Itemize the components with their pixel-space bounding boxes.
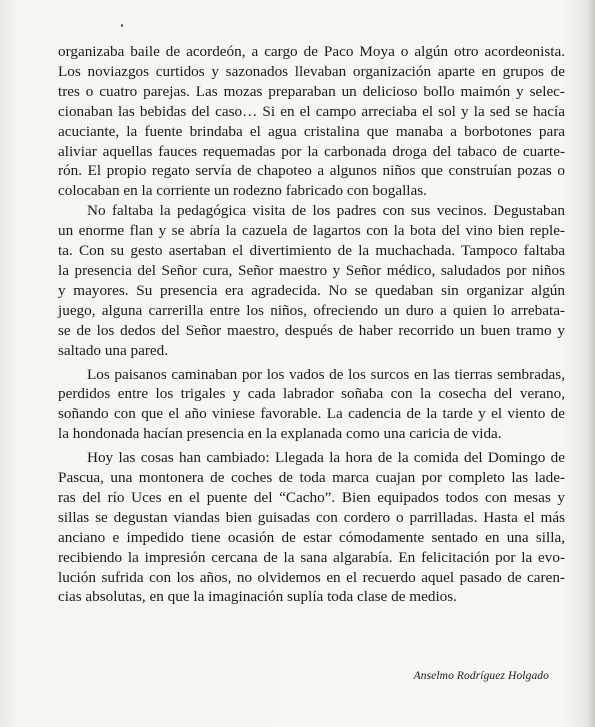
text-line: Hoy las cosas han cambiado: Llegada la hora de la comida del Domingo de — [87, 449, 565, 467]
text-line: la hondonada hacían presencia en la explanada como una caricia de vida. — [58, 425, 502, 443]
print-speck — [121, 24, 123, 27]
text-line: sillas se degustan viandas bien guisadas con cordero o parrilladas. Hasta el más — [58, 508, 565, 526]
text-line: acuciante, la fuente brindaba el agua cristalina que manaba a borbotones para — [58, 122, 565, 140]
text-line: perdidos entre los trigales y cada labrador soñaba con la cosecha del verano, — [58, 385, 565, 403]
text-line: lución sufrida con los años, no olvidemos en el recuerdo aquel pasado de caren- — [58, 568, 565, 586]
text-line: organizaba baile de acordeón, a cargo de Paco Moya o algún otro acordeonista. — [58, 43, 565, 60]
text-line: y mayores. Su presencia era agradecida. No se quedaban sin organizar algún — [58, 281, 565, 299]
text-line: Pascua, una montonera de coches de toda marca cuajan por completo las lade- — [58, 469, 565, 487]
text-line: tres o cuatro parejas. Las mozas preparaban un delicioso bollo maimón y selec- — [58, 82, 565, 100]
text-line: Los paisanos caminaban por los vados de los surcos en las tierras sembradas, — [87, 365, 565, 383]
paragraph-4 — [58, 448, 565, 607]
text-line: No faltaba la pedagógica visita de los padres con sus vecinos. Degustaban — [87, 202, 565, 220]
page-edge-shadow — [587, 0, 595, 727]
text-line: soñando con que el año viniese favorable. La cadencia de la tarde y el viento de — [58, 405, 565, 423]
text-line: colocaban en la corriente un rodezno fabricado con bogallas. — [58, 182, 427, 200]
text-line: saltado una pared. — [58, 341, 169, 359]
text-line: anciano e impedido tiene ocasión de estar cómodamente sentado en una silla, — [58, 528, 565, 546]
text-line: Los noviazgos curtidos y sazonados llevaban organización aparte en grupos de — [58, 62, 565, 80]
paragraph-2 — [58, 201, 565, 360]
text-line: aliviar aquellas fauces requemadas por la carbonada droga del tabaco de cuarte- — [58, 142, 565, 160]
text-line: cias absolutas, en que la imaginación suplía toda clase de medios. — [58, 588, 457, 606]
text-line: recibiendo la impresión cercana de la sana algarabía. En felicitación por la evo- — [58, 548, 565, 566]
paragraph-3 — [58, 365, 565, 445]
text-line: ras del río Uces en el puente del “Cacho”. Bien equipados todos con mesas y — [58, 488, 565, 506]
text-line: se de los dedos del Señor maestro, después de haber recorrido un buen tramo y — [58, 321, 565, 339]
text-line: un enorme flan y se abría la cazuela de lagartos con la bota del vino bien reple- — [58, 222, 565, 240]
body-text — [58, 42, 565, 607]
text-line: cionaban las bebidas del caso… Si en el campo arreciaba el sol y la sed se hacía — [58, 102, 565, 120]
text-line: la presencia del Señor cura, Señor maestro y Señor médico, saludados por niños — [58, 261, 565, 279]
text-line: juego, alguna carrerilla entre los niños, ofreciendo un duro a quien lo arrebata- — [58, 301, 565, 319]
text-line: ta. Con su gesto asertaban el divertimiento de la muchachada. Tampoco faltaba — [58, 242, 565, 260]
text-line: rón. El propio regato servía de chapoteo a algunos niños que construían pozas o — [58, 162, 565, 180]
paragraph-1 — [58, 42, 565, 201]
author-signature: Anselmo Rodríguez Holgado — [413, 670, 549, 682]
